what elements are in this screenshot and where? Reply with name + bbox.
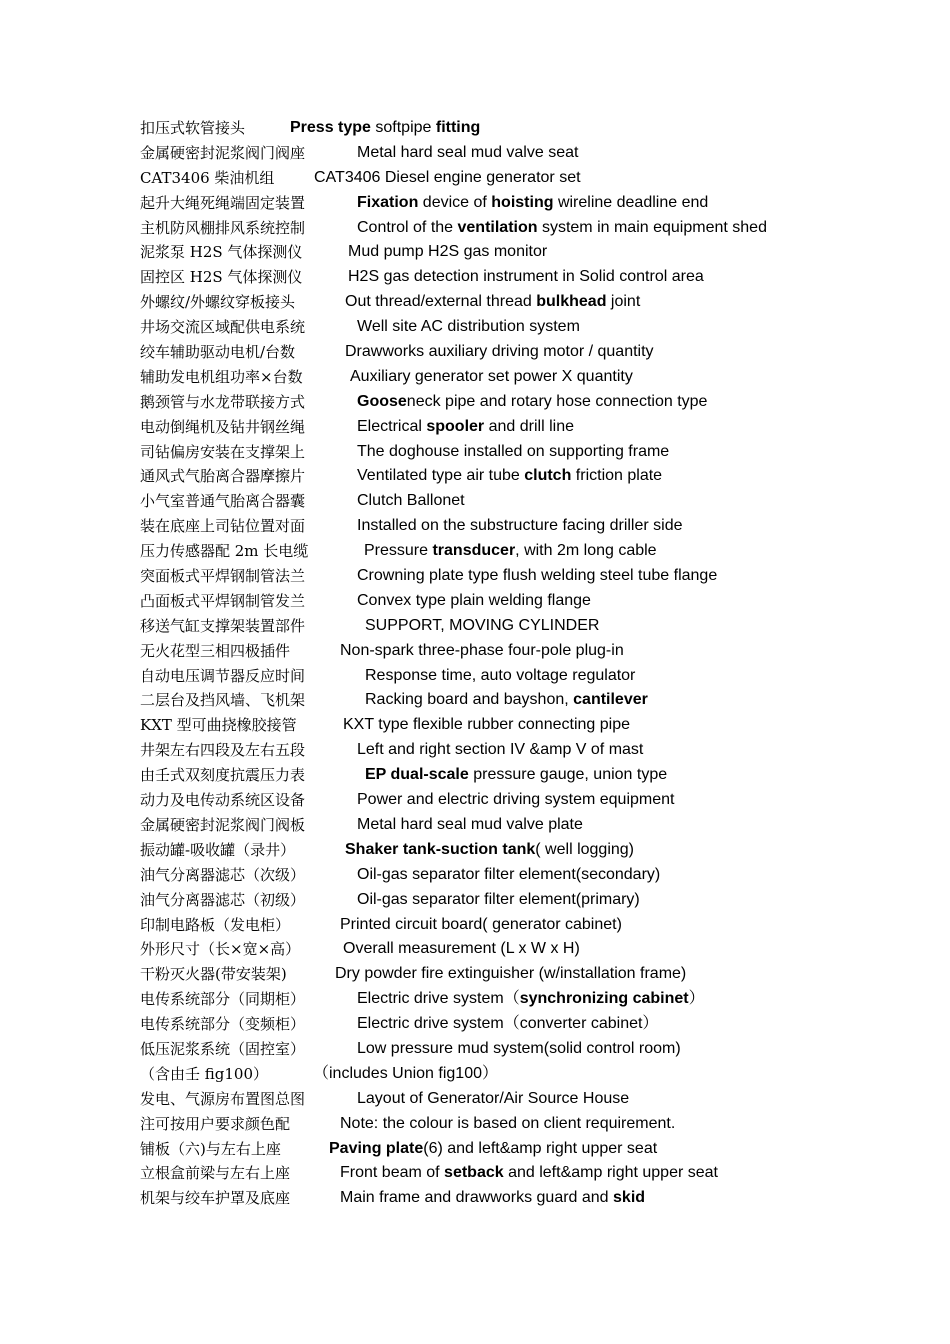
english-translation [365, 664, 635, 689]
english-translation [357, 191, 708, 216]
chinese-term: 移送气缸支撑架装置部件 [140, 616, 306, 635]
text-segment: ） [688, 990, 705, 1008]
text-segment: Racking board and bayshon, [365, 691, 574, 709]
chinese-term: 注可按用户要求颜色配 [140, 1114, 291, 1133]
chinese-term: 电传系统部分（同期柜） [140, 990, 306, 1009]
english-translation [314, 166, 581, 191]
text-segment: joint [606, 293, 641, 311]
chinese-term: 绞车辅助驱动电机/台数 [140, 343, 296, 362]
glossary-row [140, 589, 920, 614]
chinese-term: 小气室普通气胎离合器囊 [140, 492, 306, 511]
english-translation [357, 141, 578, 166]
chinese-term: 辅助发电机组功率×台数 [140, 367, 303, 386]
text-segment: Crowning plate type flush welding steel tube flange [357, 567, 718, 585]
chinese-term: 电传系统部分（变频柜） [140, 1015, 306, 1034]
chinese-term: 自动电压调节器反应时间 [140, 666, 306, 685]
english-translation [345, 290, 640, 315]
text-segment: pressure gauge, union type [468, 766, 668, 784]
text-segment: and left&amp right upper seat [503, 1164, 718, 1182]
text-segment: Metal hard seal mud valve plate [357, 815, 583, 833]
glossary-row [140, 1062, 920, 1087]
english-translation [345, 340, 654, 365]
glossary-row [140, 315, 920, 340]
text-segment: friction plate [571, 467, 663, 485]
text-segment: (6) and left&amp right upper seat [423, 1139, 658, 1157]
english-translation [357, 489, 465, 514]
text-segment: Overall measurement (L x W x H) [343, 940, 580, 958]
english-translation [357, 888, 640, 913]
english-translation [340, 639, 624, 664]
chinese-term: 动力及电传动系统区设备 [140, 791, 306, 810]
bold-term-segment: skid [613, 1189, 646, 1207]
bold-term-segment: spooler [426, 417, 485, 435]
text-segment: Electric drive system（ [357, 990, 520, 1008]
chinese-term: （含由壬 fig100） [140, 1064, 269, 1083]
text-segment: Ventilated type air tube [357, 467, 525, 485]
text-segment: Clutch Ballonet [357, 492, 465, 510]
bold-term-segment: Press type [290, 119, 371, 136]
glossary-row [140, 390, 920, 415]
chinese-term: 印制电路板（发电柜） [140, 915, 291, 934]
glossary-row [140, 763, 920, 788]
text-segment: KXT type flexible rubber connecting pipe [343, 716, 630, 734]
chinese-term: 通风式气胎离合器摩擦片 [140, 467, 306, 486]
chinese-term: 无火花型三相四极插件 [140, 641, 291, 660]
text-segment: Dry powder fire extinguisher (w/installation frame) [335, 965, 687, 983]
text-segment: , with 2m long cable [515, 542, 657, 560]
chinese-term: 油气分离器滤芯（初级） [140, 890, 306, 909]
text-segment: SUPPORT, MOVING CYLINDER [365, 616, 600, 634]
english-translation [348, 240, 547, 265]
chinese-term: 铺板（六)与左右上座 [140, 1139, 281, 1158]
bold-term-segment: Paving plate [329, 1139, 424, 1157]
text-segment: Note: the colour is based on client requirement. [340, 1114, 676, 1132]
chinese-term: 二层台及挡风墙、飞机架 [140, 691, 306, 710]
chinese-term: 起升大绳死绳端固定装置 [140, 193, 306, 212]
english-translation [340, 1161, 718, 1186]
bold-term-segment: bulkhead [536, 293, 607, 311]
chinese-term: KXT 型可曲挠橡胶接管 [140, 716, 297, 735]
glossary-row [140, 888, 920, 913]
glossary-row [140, 191, 920, 216]
text-segment: Layout of Generator/Air Source House [357, 1089, 630, 1107]
chinese-term: 外形尺寸（长×宽×高） [140, 940, 301, 959]
chinese-term: 低压泥浆系统（固控室） [140, 1039, 306, 1058]
chinese-term: 主机防风棚排风系统控制 [140, 218, 306, 237]
english-translation [357, 315, 580, 340]
chinese-term: 装在底座上司钻位置对面 [140, 517, 306, 536]
glossary-row [140, 639, 920, 664]
text-segment: Electrical [357, 417, 427, 435]
text-segment: Oil-gas separator filter element(primary) [357, 890, 640, 908]
bold-term-segment: clutch [524, 467, 572, 485]
text-segment: The doghouse installed on supporting frame [357, 442, 670, 460]
chinese-term: CAT3406 柴油机组 [140, 168, 275, 187]
english-translation [357, 464, 662, 489]
text-segment: Oil-gas separator filter element(secondary) [357, 865, 661, 883]
glossary-row [140, 539, 920, 564]
glossary-row [140, 1186, 920, 1211]
english-translation [357, 1012, 658, 1037]
text-segment: （includes Union fig100） [313, 1064, 498, 1082]
text-segment: Front beam of [340, 1164, 445, 1182]
text-segment: Well site AC distribution system [357, 318, 580, 336]
glossary-row [140, 838, 920, 863]
bold-term-segment: ventilation [457, 218, 538, 236]
text-segment: Control of the [357, 218, 458, 236]
text-segment: Metal hard seal mud valve seat [357, 143, 579, 161]
bold-term-segment: setback [444, 1164, 504, 1182]
english-translation [343, 937, 580, 962]
bold-term-segment: fitting [435, 119, 481, 136]
chinese-term: 金属硬密封泥浆阀门阀板 [140, 815, 306, 834]
text-segment: Drawworks auxiliary driving motor / quantity [345, 343, 654, 361]
glossary-row [140, 1037, 920, 1062]
glossary-row [140, 738, 920, 763]
english-translation [357, 1087, 629, 1112]
bold-term-segment: EP dual-scale [365, 766, 469, 784]
glossary-row [140, 464, 920, 489]
english-translation [365, 763, 667, 788]
english-translation [357, 738, 643, 763]
bold-term-segment: hoisting [491, 193, 554, 211]
glossary-row [140, 788, 920, 813]
bold-term-segment: Goose [357, 392, 407, 410]
chinese-term: 电动倒绳机及钻井钢丝绳 [140, 417, 306, 436]
english-translation [357, 216, 767, 241]
english-translation [340, 1186, 645, 1211]
glossary-row [140, 216, 920, 241]
glossary-row [140, 166, 920, 191]
text-segment: Low pressure mud system(solid control room) [357, 1039, 681, 1057]
text-segment: Installed on the substructure facing driller side [357, 517, 683, 535]
chinese-term: 机架与绞车护罩及底座 [140, 1189, 291, 1208]
chinese-term: 外螺纹/外螺纹穿板接头 [140, 293, 296, 312]
chinese-term: 干粉灭火器(带安装架) [140, 965, 287, 984]
text-segment: Response time, auto voltage regulator [365, 666, 636, 684]
english-translation [364, 539, 657, 564]
bold-term-segment: Shaker tank-suction tank [345, 840, 536, 858]
glossary-list [140, 116, 920, 1211]
bold-term-segment: cantilever [573, 691, 648, 709]
glossary-row [140, 688, 920, 713]
text-segment: wireline deadline end [553, 193, 709, 211]
english-translation [348, 265, 704, 290]
glossary-row [140, 290, 920, 315]
text-segment: Pressure [364, 542, 433, 560]
chinese-term: 金属硬密封泥浆阀门阀座 [140, 143, 306, 162]
english-translation [313, 1062, 498, 1087]
glossary-row [140, 265, 920, 290]
english-translation [340, 913, 622, 938]
english-translation [357, 788, 674, 813]
glossary-row [140, 962, 920, 987]
english-translation [357, 863, 660, 888]
glossary-row [140, 913, 920, 938]
english-translation [340, 1112, 675, 1137]
english-translation [357, 987, 705, 1012]
glossary-row [140, 141, 920, 166]
text-segment: Mud pump H2S gas monitor [348, 243, 548, 261]
english-translation [343, 713, 630, 738]
chinese-term: 压力传感器配 2m 长电缆 [140, 542, 309, 561]
text-segment: Out thread/external thread [345, 293, 537, 311]
english-translation [357, 564, 717, 589]
glossary-row [140, 863, 920, 888]
glossary-row [140, 614, 920, 639]
glossary-row [140, 340, 920, 365]
chinese-term: 发电、气源房布置图总图 [140, 1089, 306, 1108]
chinese-term: 泥浆泵 H2S 气体探测仪 [140, 243, 303, 262]
glossary-row [140, 240, 920, 265]
text-segment: device of [418, 193, 492, 211]
english-translation [290, 116, 480, 141]
chinese-term: 司钻偏房安装在支撑架上 [140, 442, 306, 461]
glossary-row [140, 1112, 920, 1137]
english-translation [357, 813, 583, 838]
glossary-row [140, 1012, 920, 1037]
text-segment: Convex type plain welding flange [357, 591, 591, 609]
english-translation [357, 514, 683, 539]
chinese-term: 立根盒前梁与左右上座 [140, 1164, 291, 1183]
english-translation [345, 838, 634, 863]
text-segment: Electric drive system（converter cabinet） [357, 1015, 659, 1033]
glossary-row [140, 664, 920, 689]
chinese-term: 固控区 H2S 气体探测仪 [140, 268, 303, 287]
glossary-row [140, 514, 920, 539]
glossary-row [140, 564, 920, 589]
glossary-row [140, 1087, 920, 1112]
glossary-row [140, 489, 920, 514]
english-translation [357, 415, 574, 440]
chinese-term: 扣压式软管接头 [140, 119, 246, 137]
chinese-term: 井场交流区域配供电系统 [140, 318, 306, 337]
text-segment: Main frame and drawworks guard and [340, 1189, 614, 1207]
text-segment: neck pipe and rotary hose connection type [406, 392, 708, 410]
text-segment: CAT3406 Diesel engine generator set [314, 168, 581, 186]
english-translation [357, 440, 669, 465]
glossary-row [140, 440, 920, 465]
text-segment: ( well logging) [535, 840, 634, 858]
chinese-term: 振动罐-吸收罐（录井） [140, 840, 296, 859]
glossary-row [140, 813, 920, 838]
glossary-row [140, 987, 920, 1012]
glossary-row [140, 116, 920, 141]
chinese-term: 突面板式平焊钢制管法兰 [140, 567, 306, 586]
chinese-term: 凸面板式平焊钢制管发兰 [140, 591, 306, 610]
english-translation [365, 614, 599, 639]
glossary-row [140, 937, 920, 962]
english-translation [357, 589, 591, 614]
text-segment: and drill line [484, 417, 574, 435]
text-segment: system in main equipment shed [537, 218, 767, 236]
glossary-row [140, 1161, 920, 1186]
english-translation [329, 1137, 657, 1162]
glossary-row [140, 365, 920, 390]
text-segment: Left and right section IV &amp V of mast [357, 741, 644, 759]
chinese-term: 由壬式双刻度抗震压力表 [140, 766, 306, 785]
text-segment: Non-spark three-phase four-pole plug-in [340, 641, 624, 659]
chinese-term: 井架左右四段及左右五段 [140, 741, 306, 760]
text-segment: Auxiliary generator set power X quantity [350, 367, 633, 385]
chinese-term: 鹅颈管与水龙带联接方式 [140, 392, 306, 411]
english-translation [365, 688, 648, 713]
english-translation [335, 962, 686, 987]
bold-term-segment: transducer [432, 542, 516, 560]
bold-term-segment: Fixation [357, 193, 419, 211]
glossary-row [140, 713, 920, 738]
glossary-row [140, 415, 920, 440]
english-translation [357, 390, 707, 415]
text-segment: Power and electric driving system equipment [357, 791, 675, 809]
english-translation [350, 365, 633, 390]
chinese-term: 油气分离器滤芯（次级） [140, 865, 306, 884]
bold-term-segment: synchronizing cabinet [519, 990, 689, 1008]
english-translation [357, 1037, 681, 1062]
text-segment: Printed circuit board( generator cabinet) [340, 915, 622, 933]
text-segment: softpipe [370, 119, 436, 136]
text-segment: H2S gas detection instrument in Solid control area [348, 268, 704, 286]
glossary-row [140, 1137, 920, 1162]
